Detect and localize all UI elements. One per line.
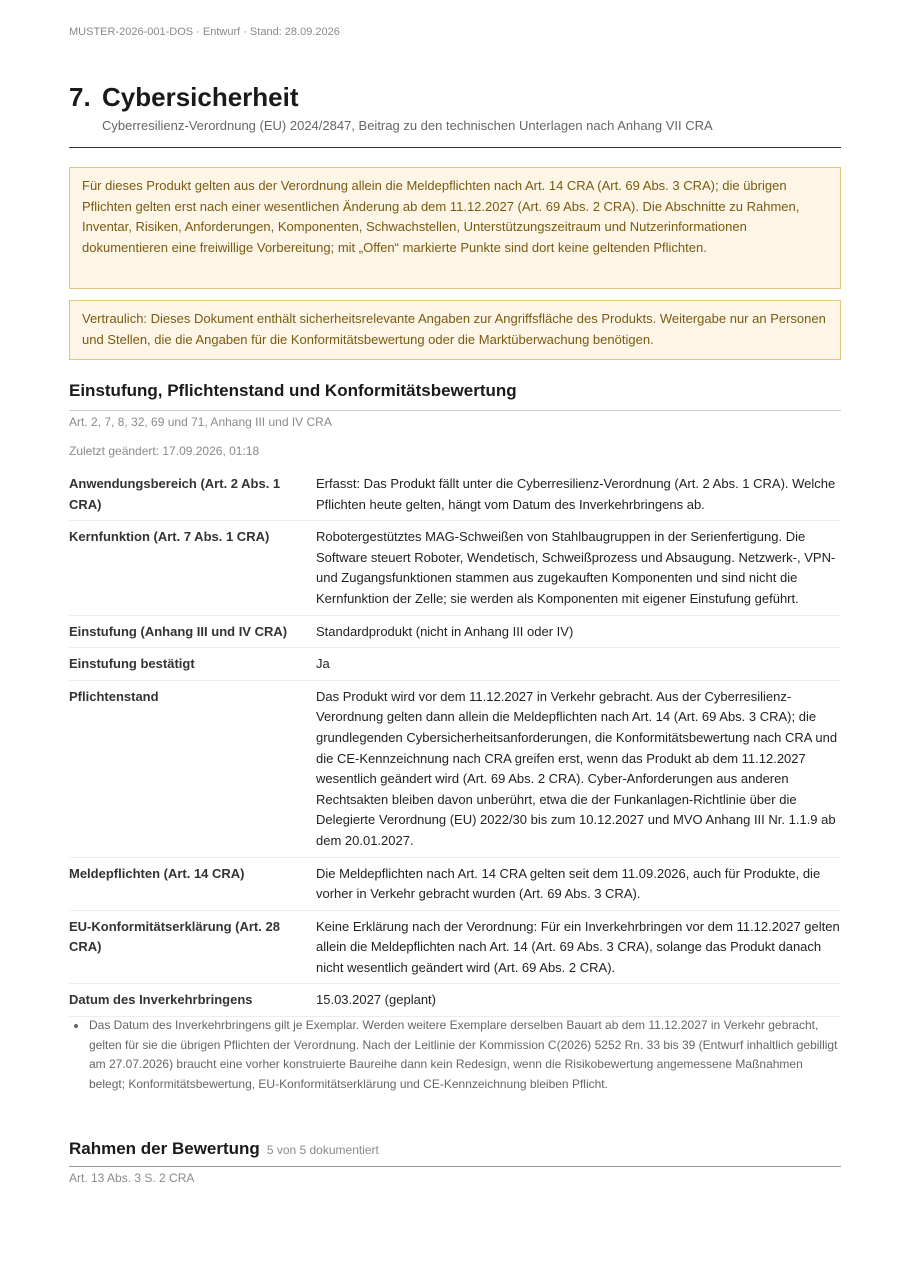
document-reference: MUSTER-2026-001-DOS · Entwurf · Stand: 28.09.2026 — [69, 26, 340, 38]
chapter-title-text: Cybersicherheit — [102, 82, 299, 112]
row-value: Ja — [316, 648, 841, 681]
row-value: Standardprodukt (nicht in Anhang III oder IV) — [316, 615, 841, 648]
row-key: EU-Konformitätserklärung (Art. 28 CRA) — [69, 910, 316, 984]
row-key: Anwendungsbereich (Art. 2 Abs. 1 CRA) — [69, 468, 316, 521]
row-value: Das Produkt wird vor dem 11.12.2027 in Verkehr gebracht. Aus der Cyberresilienz-Verordnung gelten dann allein die Meldepflichten nach Art. 14 (Art. 69 Abs. 3 CRA); die grundlegenden Cybersicherheitsanforderungen, die Konformitätsbewertung nach CRA und die CE-Kennzeichnung nach CRA greifen erst, wenn das Produkt ab dem 11.12.2027 wesentlich geändert wird (Art. 69 Abs. 2 CRA). Cyber-Anforderungen aus anderen Rechtsakten bleiben davon unberührt, etwa die der Funkanlagen-Richtlinie über die Delegierte Verordnung (EU) 2022/30 bis zum 10.12.2027 und MVO Anhang III Nr. 1.1.9 ab dem 20.01.2027. — [316, 680, 841, 857]
row-value: Keine Erklärung nach der Verordnung: Für ein Inverkehrbringen vor dem 11.12.2027 gelten allein die Meldepflichten nach Art. 14 (Art. 69 Abs. 3 CRA), solange das Produkt danach nicht wesentlich geändert wird (Art. 69 Abs. 2 CRA). — [316, 910, 841, 984]
classification-section-divider — [69, 410, 841, 411]
chapter-divider — [69, 147, 841, 148]
classification-last-changed: Zuletzt geändert: 17.09.2026, 01:18 — [69, 444, 260, 458]
row-key: Einstufung bestätigt — [69, 648, 316, 681]
table-row — [69, 857, 841, 910]
row-value: Erfasst: Das Produkt fällt unter die Cyberresilienz-Verordnung (Art. 2 Abs. 1 CRA). Welche Pflichten heute gelten, hängt vom Datum des Inverkehrbringens ab. — [316, 468, 841, 521]
framework-section-title-text: Rahmen der Bewertung — [69, 1139, 260, 1158]
framework-section-title — [69, 1139, 379, 1159]
row-key: Pflichtenstand — [69, 680, 316, 857]
row-key: Einstufung (Anhang III und IV CRA) — [69, 615, 316, 648]
list-item: Das Datum des Inverkehrbringens gilt je Exemplar. Werden weitere Exemplare derselben Bauart ab dem 11.12.2027 in Verkehr gebracht, gelten für sie die übrigen Pflichten der Verordnung. Nach der Leitlinie der Kommission C(2026) 5252 Rn. 33 bis 39 (Entwurf inhaltlich gebilligt am 27.07.2026) braucht eine vorher konstruierte Baureihe dann kein Redesign, wenn die Risikobewertung angemessene Maßnahmen belegt; Konformitätsbewertung, EU-Konformitätserklärung und CE-Kennzeichnung bleiben Pflicht. — [89, 1016, 841, 1094]
scope-notice: Für dieses Produkt gelten aus der Verordnung allein die Meldepflichten nach Art. 14 CRA (Art. 69 Abs. 3 CRA); die übrigen Pflichten gelten erst nach einer wesentlichen Änderung ab dem 11.12.2027 (Art. 69 Abs. 2 CRA). Die Abschnitte zu Rahmen, Inventar, Risiken, Anforderungen, Komponenten, Schwachstellen, Unterstützungszeitraum und Nutzerinformationen dokumentieren eine freiwillige Vorbereitung; mit „Offen“ markierte Punkte sind dort keine geltenden Pflichten. — [69, 167, 841, 289]
table-row — [69, 615, 841, 648]
chapter-subtitle: Cyberresilienz-Verordnung (EU) 2024/2847, Beitrag zu den technischen Unterlagen nach Anhang VII CRA — [102, 118, 713, 133]
table-row — [69, 648, 841, 681]
table-row — [69, 680, 841, 857]
framework-section-divider — [69, 1166, 841, 1167]
classification-table — [69, 468, 841, 1017]
classification-legal-refs: Art. 2, 7, 8, 32, 69 und 71, Anhang III und IV CRA — [69, 415, 332, 429]
chapter-number: 7. — [69, 82, 91, 112]
classification-notes — [69, 1016, 841, 1094]
table-row — [69, 468, 841, 521]
table-row — [69, 984, 841, 1017]
framework-legal-refs: Art. 13 Abs. 3 S. 2 CRA — [69, 1171, 195, 1185]
row-value: 15.03.2027 (geplant) — [316, 984, 841, 1017]
row-key: Meldepflichten (Art. 14 CRA) — [69, 857, 316, 910]
row-value: Die Meldepflichten nach Art. 14 CRA gelten seit dem 11.09.2026, auch für Produkte, die vorher in Verkehr gebracht wurden (Art. 69 Abs. 3 CRA). — [316, 857, 841, 910]
classification-section-title: Einstufung, Pflichtenstand und Konformitätsbewertung — [69, 381, 517, 400]
confidentiality-notice: Vertraulich: Dieses Dokument enthält sicherheitsrelevante Angaben zur Angriffsfläche des Produkts. Weitergabe nur an Personen und Stellen, die die Angaben für die Konformitätsbewertung oder die Marktüberwachung benötigen. — [69, 300, 841, 360]
table-row — [69, 910, 841, 984]
chapter-heading — [69, 80, 841, 135]
row-key: Datum des Inverkehrbringens — [69, 984, 316, 1017]
chapter-title — [69, 80, 841, 114]
row-key: Kernfunktion (Art. 7 Abs. 1 CRA) — [69, 521, 316, 615]
row-value: Robotergestütztes MAG-Schweißen von Stahlbaugruppen in der Serienfertigung. Die Software steuert Roboter, Wendetisch, Schweißprozess und Absaugung. Netzwerk-, VPN- und Zugangsfunktionen stammen aus zugekauften Komponenten und sind nicht die Kernfunktion der Zelle; sie werden als Komponenten mit eigener Einstufung geführt. — [316, 521, 841, 615]
framework-documented-count: 5 von 5 dokumentiert — [266, 1143, 379, 1157]
table-row — [69, 521, 841, 615]
